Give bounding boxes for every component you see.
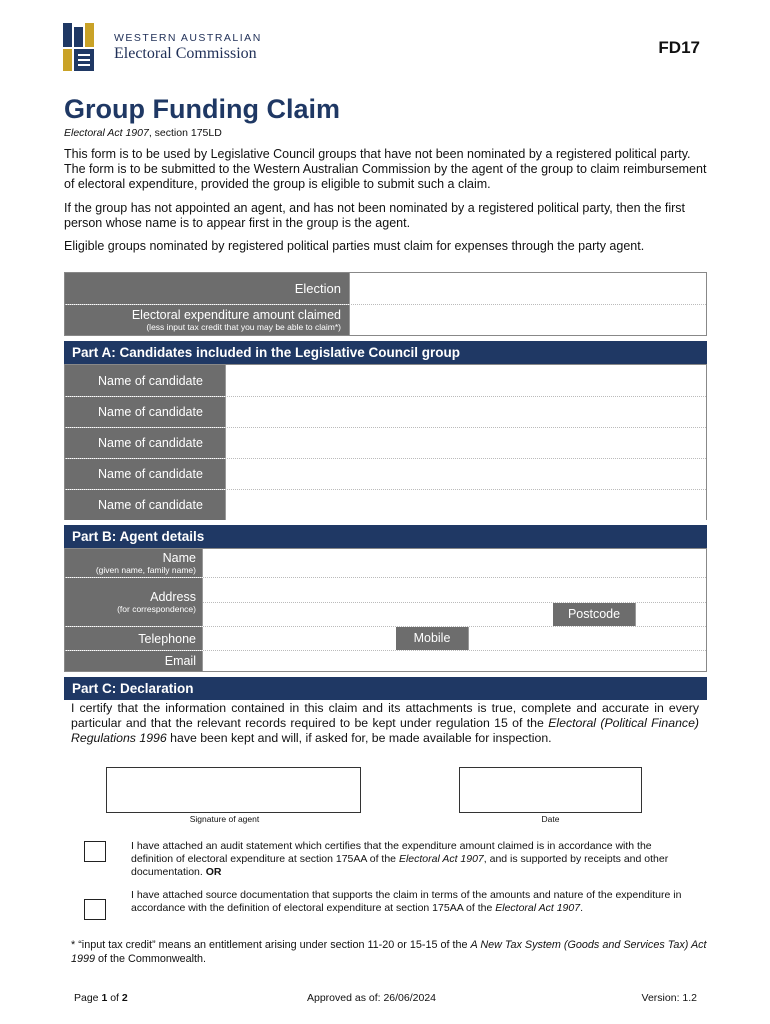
part-c-header: Part C: Declaration [64,677,707,700]
date-caption: Date [541,814,560,824]
candidate-label: Name of candidate [65,490,225,520]
version: Version: 1.2 [641,992,697,1004]
page-number [74,992,128,1004]
postcode-input[interactable] [635,603,706,626]
signature-caption: Signature of agent [189,814,260,824]
signature-field[interactable] [106,767,361,813]
intro-paragraph-1: This form is to be used by Legislative Council groups that have not been nominated by a registered political party. The form is to be submitted to the Western Australian Commission by the agent of the group to claim reimbursement of electoral expenditure, provided the group is eligible to submit such a claim. [64,147,707,191]
agent-address-note: (for correspondence) [117,604,196,614]
candidate-2-input[interactable] [225,397,706,427]
agent-email-row [65,650,706,671]
part-b-header: Part B: Agent details [64,525,707,548]
expenditure-label: Electoral expenditure amount claimed [131,308,341,322]
expenditure-row [65,304,706,335]
telephone-label: Telephone [65,627,202,650]
candidate-row [65,427,706,458]
page-subtitle [64,127,222,139]
agent-name-row [65,549,706,577]
agent-details-box [64,548,707,672]
source-documentation-checkbox[interactable] [84,899,106,920]
declaration-text [71,701,699,746]
act-name: Electoral Act 1907 [64,127,149,139]
agent-name-label: Name [162,551,196,565]
expenditure-amount-input[interactable] [349,305,706,335]
date-field[interactable] [459,767,642,813]
check1-part-b: , and is supported by receipts and other documentation. [131,853,669,878]
intro-paragraph-2: If the group has not appointed an agent, and has not been nominated by a registered political party, then the first person whose name is to appear first in the group is the agent. [64,201,686,230]
agent-name-label-block [65,549,202,577]
agent-phone-row [65,626,706,650]
source-documentation-text [131,889,693,915]
election-row [65,273,706,304]
regulation-name: Electoral (Political Finance) Regulations 1996 [71,716,699,745]
logo-line1: WESTERN AUSTRALIAN [114,31,262,44]
intro-paragraph-3: Eligible groups nominated by registered political parties must claim for expenses through the party agent. [64,239,645,253]
agent-address-input[interactable] [202,578,706,626]
audit-statement-text [131,840,693,879]
page-prefix: Page [74,992,102,1004]
check2-part-b: . [580,902,583,914]
agent-address-label: Address [150,590,196,604]
candidate-row [65,489,706,520]
footnote-part-a: * “input tax credit” means an entitlement arising under section 11-20 or 15-15 of the [71,939,471,951]
candidate-label: Name of candidate [65,365,225,396]
agent-name-note: (given name, family name) [95,565,196,575]
part-a-header: Part A: Candidates included in the Legislative Council group [64,341,707,364]
logo-line2: Electoral Commission [114,44,257,62]
election-box [64,272,707,336]
check1-or: OR [205,866,222,878]
candidate-row [65,458,706,489]
check1-act: Electoral Act 1907 [398,853,484,865]
footnote-act: A New Tax System (Goods and Services Tax) Act 1999 [71,939,707,965]
approved-date: Approved as of: 26/06/2024 [307,992,437,1004]
footnote-part-b: of the Commonwealth. [95,953,207,965]
act-section: , section 175LD [148,127,222,139]
mobile-label: Mobile [396,627,468,650]
candidate-label: Name of candidate [65,397,225,427]
expenditure-label-block [65,305,349,335]
candidate-3-input[interactable] [225,428,706,458]
check1-part-a: I have attached an audit statement which certifies that the expenditure amount claimed is in accordance with the definition of electoral expenditure at section 175AA of the [131,840,652,865]
candidate-5-input[interactable] [225,490,706,520]
wa-electoral-commission-logo-icon [62,21,96,73]
agent-address-row [65,577,706,626]
page-current: 1 [101,992,108,1004]
page-of: of [107,992,122,1004]
form-code: FD17 [658,38,700,57]
mobile-input[interactable] [468,627,706,650]
agent-address-label-block [65,578,202,626]
postcode-label: Postcode [553,603,635,626]
declaration-part-2: have been kept and will, if asked for, be made available for inspection. [166,731,552,745]
logo-text [114,32,262,63]
candidate-4-input[interactable] [225,459,706,489]
candidate-label: Name of candidate [65,428,225,458]
email-label: Email [65,651,202,671]
expenditure-note: (less input tax credit that you may be able to claim*) [146,322,341,332]
candidate-label: Name of candidate [65,459,225,489]
election-label: Election [65,273,349,304]
telephone-input[interactable] [202,627,706,650]
candidate-row [65,365,706,396]
election-input[interactable] [349,273,706,304]
declaration-part-1: I certify that the information contained in this claim and its attachments is true, complete and accurate in every particular and that the relevant records required to be kept under regulation 15 of the [71,701,699,730]
audit-statement-checkbox[interactable] [84,841,106,862]
candidate-1-input[interactable] [225,365,706,396]
logo [62,20,262,74]
check2-act: Electoral Act 1907 [495,902,581,914]
footnote [71,938,707,966]
page-total: 2 [121,992,128,1004]
page-title: Group Funding Claim [64,94,340,124]
candidates-box [64,364,707,520]
email-input[interactable] [202,651,706,671]
check2-part-a: I have attached source documentation that supports the claim in terms of the amounts and nature of the expenditure in accordance with the definition of electoral expenditure at section 175AA of the [131,889,682,914]
candidate-row [65,396,706,427]
agent-name-input[interactable] [202,549,706,577]
